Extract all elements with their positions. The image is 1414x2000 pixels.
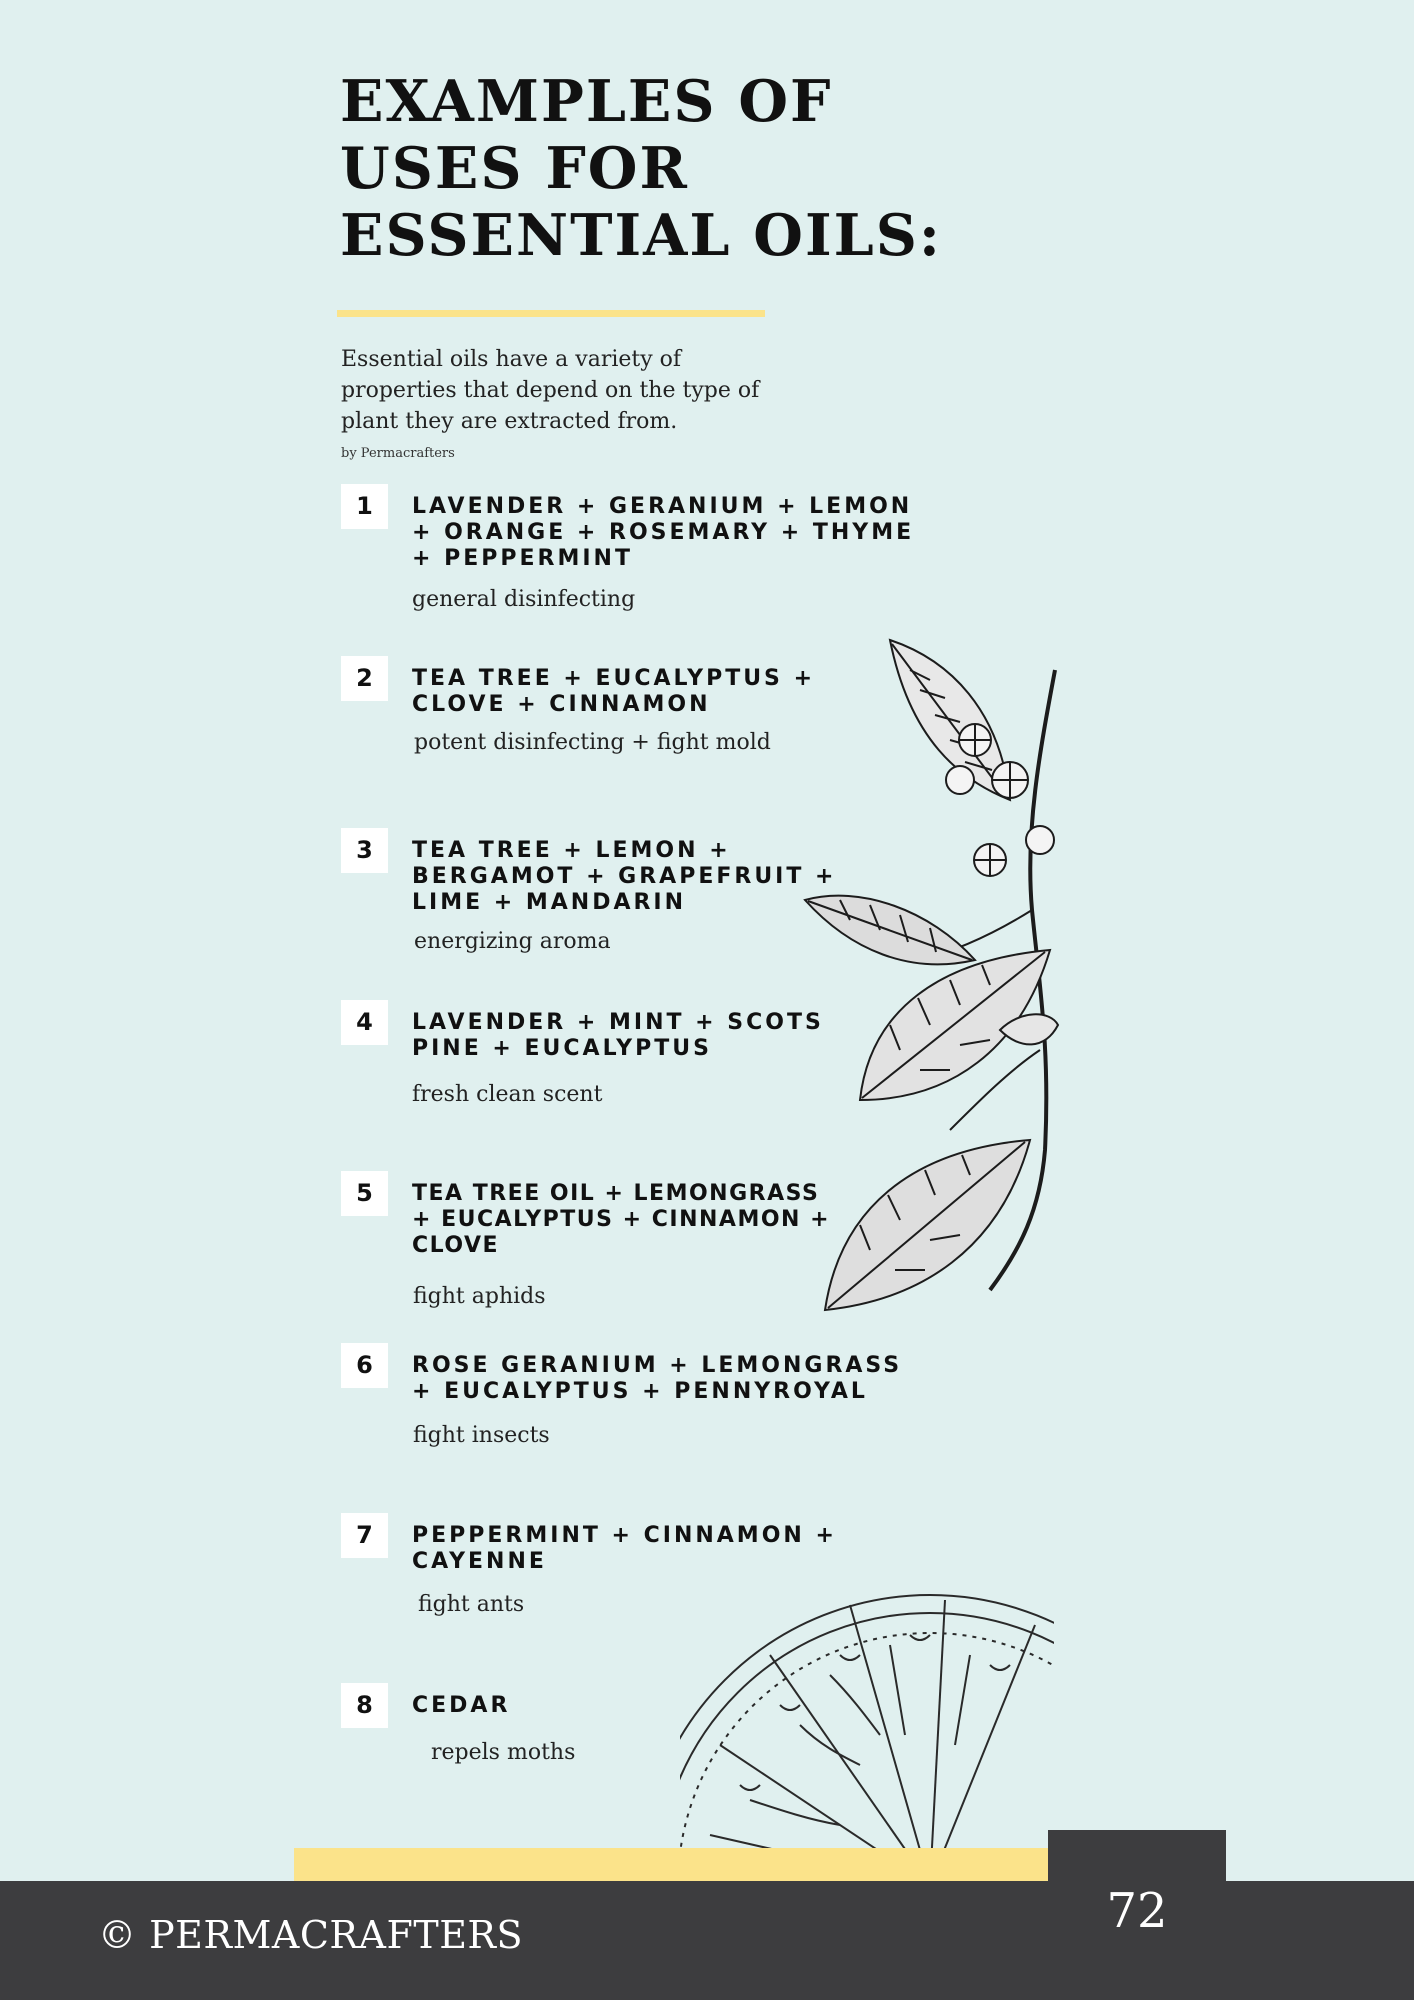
copyright-text: © PERMACRAFTERS	[98, 1913, 524, 1957]
item-number: 8	[341, 1683, 388, 1728]
item-number: 3	[341, 828, 388, 873]
item-number: 6	[341, 1343, 388, 1388]
intro-text: Essential oils have a variety of properties that depend on the type of plant they are extracted from.	[341, 347, 760, 434]
item-use: energizing aroma	[414, 929, 611, 954]
lemon-slice-illustration	[680, 1585, 1054, 1881]
item-title: TEA TREE OIL + LEMONGRASS + EUCALYPTUS + CINNAMON + CLOVE	[412, 1181, 831, 1258]
item-use: potent disinfecting + fight mold	[414, 730, 771, 755]
item-use: fresh clean scent	[412, 1082, 603, 1107]
title-line-2: USES FOR	[340, 135, 689, 202]
item-use: general disinfecting	[412, 587, 636, 612]
item-title: PEPPERMINT + CINNAMON + CAYENNE	[412, 1523, 837, 1574]
item-use: fight ants	[418, 1592, 525, 1617]
item-use: fight aphids	[413, 1284, 546, 1309]
page-number: 72	[1106, 1883, 1168, 1939]
item-number: 7	[341, 1513, 388, 1558]
page-number-tab	[1048, 1830, 1226, 1881]
item-use: repels moths	[431, 1740, 576, 1765]
byline: by Permacrafters	[341, 446, 455, 461]
item-title: TEA TREE + LEMON + BERGAMOT + GRAPEFRUIT + LIME + MANDARIN	[412, 838, 837, 915]
title-line-3: ESSENTIAL OILS:	[340, 202, 942, 269]
page-title	[340, 68, 942, 269]
item-title: LAVENDER + GERANIUM + LEMON + ORANGE + ROSEMARY + THYME + PEPPERMINT	[412, 494, 915, 571]
footer-accent-bar	[294, 1848, 1048, 1881]
title-underline	[337, 310, 765, 317]
item-number: 4	[341, 1000, 388, 1045]
item-use: fight insects	[413, 1423, 550, 1448]
item-number: 1	[341, 484, 388, 529]
item-title: CEDAR	[412, 1693, 511, 1718]
title-line-1: EXAMPLES OF	[340, 68, 833, 135]
citrus-branch-illustration	[800, 630, 1060, 1320]
item-title: ROSE GERANIUM + LEMONGRASS + EUCALYPTUS + PENNYROYAL	[412, 1353, 903, 1404]
item-number: 2	[341, 656, 388, 701]
item-number: 5	[341, 1171, 388, 1216]
item-title: LAVENDER + MINT + SCOTS PINE + EUCALYPTUS	[412, 1010, 824, 1061]
item-title: TEA TREE + EUCALYPTUS + CLOVE + CINNAMON	[412, 666, 815, 717]
